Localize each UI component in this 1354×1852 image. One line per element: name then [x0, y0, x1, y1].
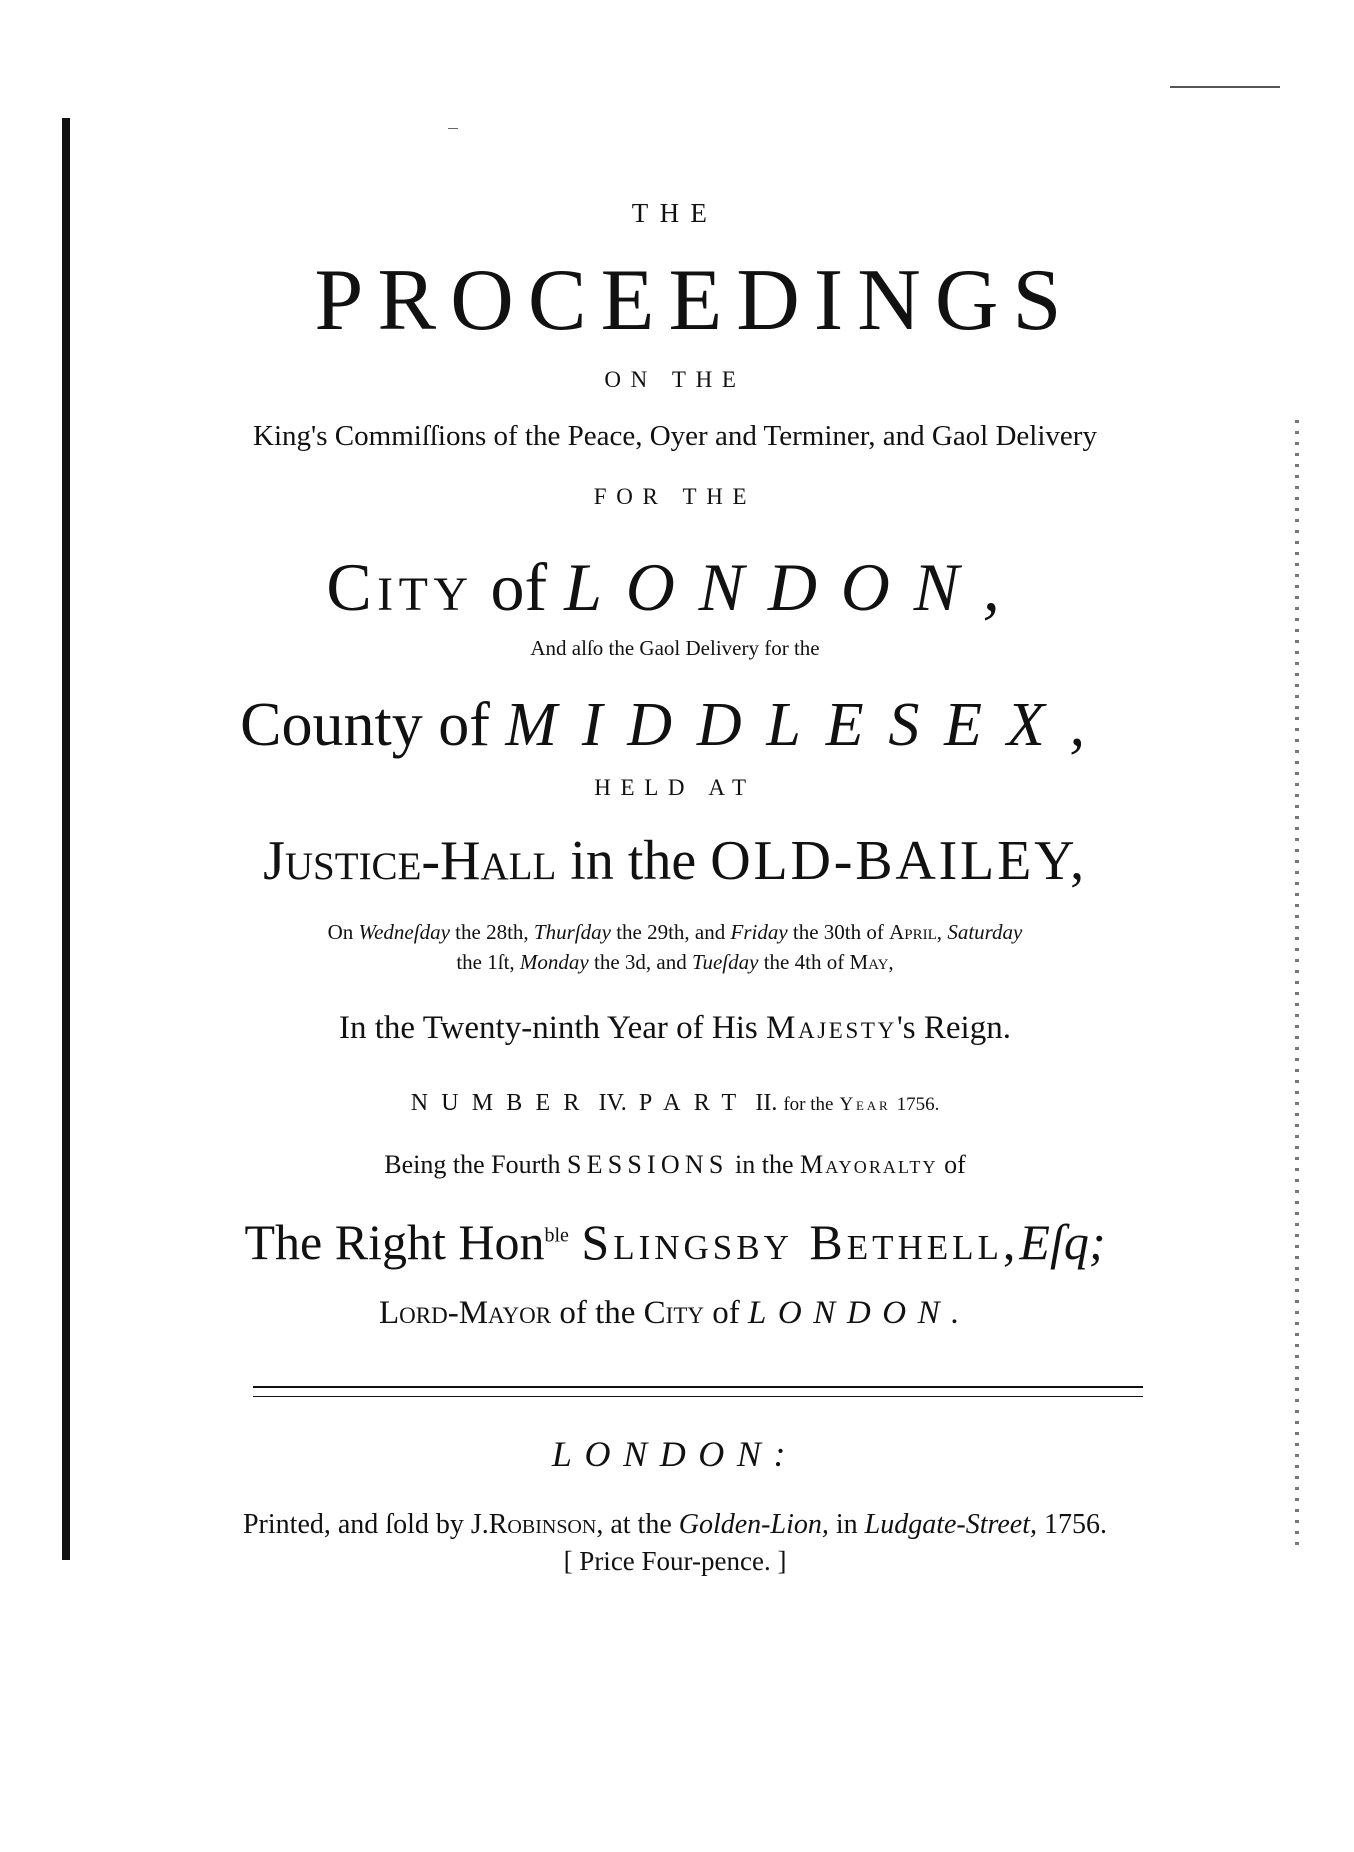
county-name: MIDDLESEX,: [505, 691, 1110, 759]
reign-text: In the Twenty-ninth Year of His: [339, 1010, 758, 1046]
imprint-place-line: [150, 1433, 1200, 1475]
lord-mayor-of-the: of the: [559, 1295, 636, 1331]
imprint-line: [150, 1509, 1200, 1541]
price-line: [ Price Four-pence. ]: [563, 1546, 787, 1576]
for-the-year-text: for the: [783, 1094, 834, 1115]
county-of: of: [438, 691, 490, 759]
month-april: April,: [889, 920, 943, 944]
lord-mayor-city: City: [643, 1295, 705, 1331]
on-the-line: ON THE: [604, 367, 746, 392]
day-friday: Friday: [730, 920, 788, 944]
city-of-london-line: [150, 548, 1200, 627]
dates-line-1: [150, 920, 1200, 945]
year-value: 1756.: [896, 1094, 940, 1115]
gaol-delivery-line: And alſo the Gaol Delivery for the: [530, 636, 820, 660]
held-at-line: HELD AT: [594, 775, 756, 800]
top-corner-mark: [1170, 86, 1280, 88]
for-the-line: FOR THE: [593, 484, 757, 509]
justice-hall-line: [150, 829, 1200, 893]
city-word: City: [326, 549, 474, 625]
sessions-line: [150, 1150, 1200, 1180]
top-tick-mark: [448, 128, 458, 129]
number-part-line: [150, 1090, 1200, 1117]
commissions-line: King's Commiſſions of the Peace, Oyer and Terminer, and Gaol Delivery: [253, 420, 1097, 452]
county-of-middlesex-line: [150, 690, 1200, 761]
sessions-in-the: in the: [735, 1150, 794, 1179]
justice-hall: Justice-Hall: [263, 830, 557, 892]
right-honourable: The Right Hon: [244, 1214, 545, 1270]
honourable-superscript: ble: [544, 1224, 569, 1247]
city-name: LONDON,: [564, 549, 1024, 625]
lord-mayor-name-line: [150, 1213, 1200, 1271]
imprint-year: 1756.: [1044, 1509, 1108, 1540]
year-label: Year: [839, 1094, 891, 1115]
part-label: PART: [638, 1090, 750, 1116]
day-thursday: Thurſday: [533, 920, 611, 944]
majesty: Majesty: [765, 1010, 897, 1046]
day-monday: Monday: [519, 950, 589, 974]
title-article: THE: [631, 198, 719, 228]
county-word: County: [240, 691, 423, 759]
number-value: IV.: [598, 1090, 627, 1116]
divider-rule-thin: [253, 1396, 1143, 1397]
day-tuesday: Tueſday: [691, 950, 759, 974]
reign-line: [150, 1010, 1200, 1047]
esquire: Eſq;: [1019, 1214, 1106, 1270]
street-name: Ludgate-Street,: [864, 1509, 1038, 1540]
part-value: II.: [755, 1090, 778, 1116]
dates-line-2: [150, 950, 1200, 975]
printer-name: Robinson: [488, 1509, 597, 1540]
date-3: the 3d, and: [593, 950, 687, 974]
date-28: the 28th,: [455, 920, 529, 944]
sessions-word: SESSIONS: [566, 1150, 729, 1179]
date-30: the 30th of: [792, 920, 884, 944]
city-of: of: [490, 549, 548, 625]
lord-mayor-title: Lord-Mayor: [379, 1295, 552, 1331]
old-bailey: OLD-BAILEY,: [710, 830, 1087, 892]
divider-rule-thick: [253, 1386, 1143, 1388]
sessions-of: of: [944, 1150, 966, 1179]
mayor-name: Slingsby Bethell,: [581, 1214, 1020, 1270]
month-may: May,: [849, 950, 894, 974]
at-the: , at the: [596, 1509, 672, 1540]
sessions-prefix: Being the Fourth: [384, 1150, 561, 1179]
lord-mayor-line: [150, 1295, 1200, 1332]
reign-end: 's Reign.: [896, 1010, 1011, 1046]
printed-sold-by: Printed, and ſold by J.: [242, 1509, 489, 1540]
date-1: 1ſt,: [487, 950, 515, 974]
lord-mayor-london: LONDON.: [748, 1295, 971, 1331]
dates-the: the: [456, 950, 482, 974]
day-wednesday: Wedneſday: [358, 920, 450, 944]
date-29: the 29th, and: [616, 920, 726, 944]
left-binding-line: [62, 118, 70, 1560]
imprint-place: LONDON:: [551, 1434, 799, 1474]
imprint-in: in: [835, 1509, 858, 1540]
right-edge-marks: [1295, 420, 1299, 1550]
main-title: PROCEEDINGS: [314, 252, 1076, 349]
day-saturday: Saturday: [947, 920, 1023, 944]
date-4: the 4th of: [763, 950, 845, 974]
mayoralty: Mayoralty: [800, 1150, 938, 1179]
dates-on: On: [327, 920, 354, 944]
lord-mayor-of: of: [712, 1295, 740, 1331]
number-label: NUMBER: [410, 1090, 593, 1116]
shop-sign: Golden-Lion,: [678, 1509, 829, 1540]
in-the: in the: [570, 830, 697, 892]
